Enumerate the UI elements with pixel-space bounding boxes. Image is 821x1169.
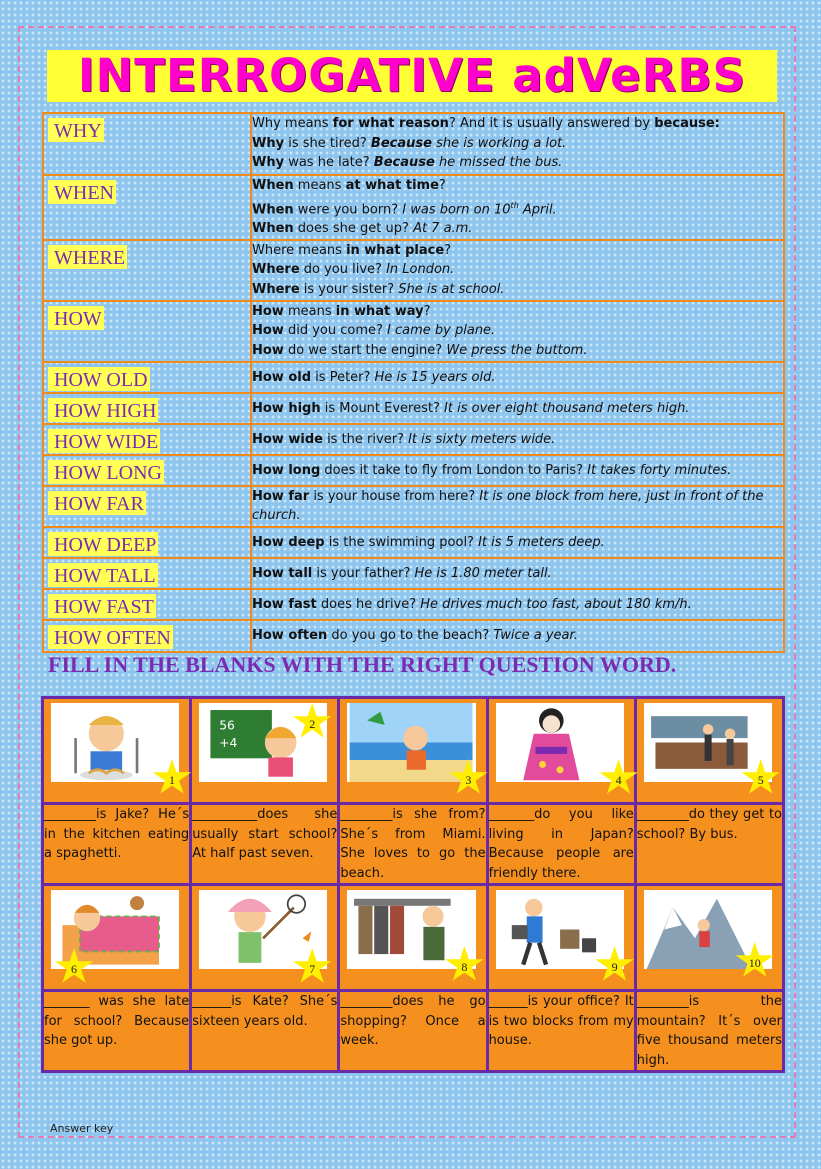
example-text: He is 1.80 meter tall. [414, 565, 552, 581]
example-text: is your house from here? [309, 488, 480, 504]
adverb-row [43, 558, 784, 589]
example-text: She is at school. [398, 281, 505, 297]
example-text: do we start the engine? [283, 342, 447, 358]
example-text: Where means [252, 242, 347, 258]
example-text: How [252, 303, 284, 319]
adverb-word-cell [43, 175, 251, 240]
example-text: is your father? [312, 565, 415, 581]
example-text: in what place [346, 242, 445, 258]
svg-text:+4: +4 [219, 735, 238, 750]
adverb-example-cell [251, 113, 784, 175]
adverb-example-cell [251, 424, 784, 455]
example-text: It is 5 meters deep. [478, 534, 605, 550]
adverb-word-cell [43, 393, 251, 424]
adverb-word: WHY [48, 118, 104, 142]
example-line [252, 487, 783, 526]
example-line [252, 399, 783, 419]
adverb-word-cell [43, 362, 251, 393]
girl-at-chalkboard-image [199, 703, 327, 782]
adverb-word: HOW FAR [48, 491, 146, 515]
example-text: Why [252, 155, 285, 170]
example-text: I came by plane. [387, 323, 496, 339]
exercise-number: 7 [309, 962, 316, 976]
example-text: It is one block from here, just in front of the church. [252, 488, 764, 524]
example-text: is the river? [322, 431, 409, 447]
adverb-word-cell [43, 424, 251, 455]
exercise-number: 1 [169, 773, 175, 787]
adverb-word: HOW WIDE [48, 429, 160, 453]
adverb-word: HOW OLD [48, 367, 150, 391]
man-carrying-boxes-image [496, 890, 624, 969]
example-text: I was born on 10 [402, 201, 511, 217]
adverb-row [43, 486, 784, 527]
exercise-number: 8 [461, 960, 468, 974]
svg-text:56: 56 [219, 718, 236, 733]
example-text: How often [252, 628, 328, 644]
example-text: Where [252, 262, 300, 278]
exercise-number: 5 [757, 773, 764, 787]
adverb-row [43, 301, 784, 362]
man-shopping-for-clothes-image [347, 890, 475, 969]
picture-row [44, 886, 782, 989]
example-text: We press the buttom. [446, 342, 588, 358]
adverb-word: HOW OFTEN [48, 625, 173, 649]
example-text: How long [252, 462, 321, 478]
exercise-sentence[interactable]: ________do they get to school? By bus. [637, 805, 782, 883]
boy-eating-spaghetti-image [51, 703, 179, 782]
example-line [252, 241, 783, 261]
example-line [252, 321, 783, 341]
adverb-example-cell [251, 620, 784, 652]
example-text: How fast [252, 596, 317, 612]
example-text: How far [252, 488, 310, 504]
example-text: At 7 a.m. [413, 221, 473, 237]
example-text: How [252, 342, 284, 358]
example-text: How old [252, 369, 312, 385]
example-text: When [252, 221, 294, 237]
adverb-word: WHERE [48, 245, 127, 269]
example-text: he missed the bus. [434, 155, 563, 170]
sentence-row [44, 805, 782, 883]
adverb-example-cell [251, 393, 784, 424]
example-line [252, 302, 783, 322]
example-line [252, 280, 783, 300]
exercise-instruction: FILL IN THE BLANKS WITH THE RIGHT QUESTION WORD. [48, 652, 677, 677]
exercise-picture-cell [637, 886, 782, 989]
exercise-grid [41, 696, 785, 1073]
example-line [252, 196, 783, 220]
example-text: for what reason [332, 116, 449, 131]
adverb-example-cell [251, 301, 784, 362]
example-text: When [252, 201, 294, 217]
example-line [252, 595, 783, 615]
adverb-word: HOW LONG [48, 460, 164, 484]
example-text: How deep [252, 534, 325, 550]
example-text: do you live? [299, 262, 387, 278]
example-text: When [252, 178, 294, 193]
example-text: does he drive? [316, 596, 421, 612]
exercise-number: 2 [309, 717, 316, 731]
adverb-example-cell [251, 455, 784, 486]
exercise-picture-cell [637, 699, 782, 802]
example-line [252, 368, 783, 388]
example-text: ? And it is usually answered by [448, 116, 655, 131]
adverb-example-cell [251, 527, 784, 558]
exercise-sentence[interactable]: _______do you like living in Japan? Because people are friendly there. [489, 805, 634, 883]
example-text: ? [423, 303, 431, 319]
adverbs-table [42, 112, 785, 653]
example-text: How high [252, 400, 321, 416]
adverb-word-cell [43, 620, 251, 652]
example-text: is your sister? [299, 281, 399, 297]
example-line [252, 176, 783, 196]
example-text: April. [518, 201, 557, 217]
exercise-sentence[interactable]: ________is she from? She´s from Miami. She loves to go the beach. [340, 805, 485, 883]
example-line [252, 430, 783, 450]
example-text: is the swimming pool? [324, 534, 479, 550]
exercise-picture-cell [192, 886, 337, 989]
adverb-example-cell [251, 362, 784, 393]
adverb-example-cell [251, 175, 784, 240]
adverb-word-cell [43, 486, 251, 527]
example-text: ? [444, 242, 452, 258]
adverb-word-cell [43, 527, 251, 558]
exercise-picture-cell [340, 886, 485, 989]
adverb-row [43, 620, 784, 652]
example-text: It takes forty minutes. [587, 462, 732, 478]
example-text: How tall [252, 565, 313, 581]
adverb-row [43, 455, 784, 486]
adverb-row [43, 393, 784, 424]
exercise-sentence[interactable]: ________is the mountain? It´s over five thousand meters high. [637, 992, 782, 1070]
example-text: In London. [386, 262, 455, 278]
exercise-number: 10 [748, 956, 761, 970]
sentence-row [44, 992, 782, 1070]
example-text: Twice a year. [493, 628, 578, 644]
example-text: Why [252, 135, 285, 151]
adverb-word: WHEN [48, 180, 116, 204]
example-text: Because [370, 135, 432, 151]
exercise-number: 9 [611, 960, 618, 974]
boy-on-beach-image [347, 703, 475, 782]
exercise-picture-cell [44, 699, 189, 802]
example-text: is Mount Everest? [320, 400, 445, 416]
example-text: is she tired? [284, 135, 371, 151]
example-text: she is working a lot. [431, 135, 567, 151]
example-text: because: [654, 116, 720, 131]
example-text: How wide [252, 431, 323, 447]
example-text: He is 15 years old. [374, 369, 496, 385]
exercise-picture-cell [44, 886, 189, 989]
adverb-row [43, 240, 784, 301]
child-sleeping-in-bed-image [51, 890, 179, 969]
adverb-row [43, 175, 784, 240]
exercise-sentence[interactable]: ______is your office? It is two blocks from my house. [489, 992, 634, 1070]
example-text: do you go to the beach? [327, 628, 494, 644]
example-text: in what way [335, 303, 424, 319]
example-text: ? [438, 178, 446, 193]
adverb-word: HOW TALL [48, 563, 158, 587]
example-line [252, 533, 783, 553]
example-line [252, 134, 783, 154]
example-text: Where [252, 281, 300, 297]
example-line [252, 461, 783, 481]
adverb-word: HOW DEEP [48, 532, 158, 556]
example-line [252, 219, 783, 239]
exercise-sentence[interactable]: __________does she usually start school? At half past seven. [192, 805, 337, 883]
exercise-sentence[interactable]: _______ was she late for school? Because she got up. [44, 992, 189, 1070]
example-text: was he late? [284, 155, 374, 170]
example-text: Because [373, 155, 435, 170]
adverb-example-cell [251, 589, 784, 620]
woman-in-kimono-image [496, 703, 624, 782]
adverb-row [43, 113, 784, 175]
adverb-word-cell [43, 558, 251, 589]
exercise-picture-cell [489, 699, 634, 802]
example-text: How [252, 323, 284, 339]
exercise-number: 4 [615, 773, 622, 787]
example-line [252, 564, 783, 584]
example-text: He drives much too fast, about 180 km/h. [420, 596, 692, 612]
exercise-picture-cell [340, 699, 485, 802]
adverb-example-cell [251, 240, 784, 301]
example-text: were you born? [293, 201, 403, 217]
adverb-word-cell [43, 589, 251, 620]
exercise-number: 3 [465, 773, 472, 787]
adverb-example-cell [251, 486, 784, 527]
example-text: did you come? [283, 323, 388, 339]
adverb-word-cell [43, 301, 251, 362]
adverb-word-cell [43, 455, 251, 486]
picture-row [44, 699, 782, 802]
example-line [252, 260, 783, 280]
exercise-sentence[interactable]: ________does he go shopping? Once a week. [340, 992, 485, 1070]
exercise-sentence[interactable]: ________is Jake? He´s in the kitchen eating a spaghetti. [44, 805, 189, 883]
example-text: th [510, 200, 519, 210]
exercise-picture-cell [192, 699, 337, 802]
adverb-row [43, 589, 784, 620]
example-text: It is sixty meters wide. [408, 431, 556, 447]
adverb-word-cell [43, 113, 251, 175]
adverb-row [43, 362, 784, 393]
example-line [252, 153, 783, 173]
adverb-word-cell [43, 240, 251, 301]
page-title: INTERROGATIVE adVeRBS [47, 50, 777, 102]
answer-key-label: Answer key [50, 1122, 114, 1135]
adverb-word: HOW [48, 306, 104, 330]
adverb-word: HOW FAST [48, 594, 156, 618]
adverb-word: HOW HIGH [48, 398, 158, 422]
adverb-example-cell [251, 558, 784, 589]
example-line [252, 626, 783, 646]
exercise-sentence[interactable]: ______is Kate? She´s sixteen years old. [192, 992, 337, 1070]
girl-with-butterfly-net-image [199, 890, 327, 969]
people-on-bus-image [644, 703, 772, 782]
example-text: does she get up? [293, 221, 414, 237]
example-text: is Peter? [311, 369, 375, 385]
example-text: means [293, 178, 346, 193]
exercise-picture-cell [489, 886, 634, 989]
example-text: at what time [345, 178, 439, 193]
adverb-row [43, 527, 784, 558]
example-text: means [283, 303, 336, 319]
example-line [252, 341, 783, 361]
adverb-row [43, 424, 784, 455]
exercise-number: 6 [71, 962, 77, 976]
example-line [252, 114, 783, 134]
example-text: It is over eight thousand meters high. [444, 400, 690, 416]
example-text: does it take to fly from London to Paris? [320, 462, 588, 478]
example-text: Why means [252, 116, 333, 131]
